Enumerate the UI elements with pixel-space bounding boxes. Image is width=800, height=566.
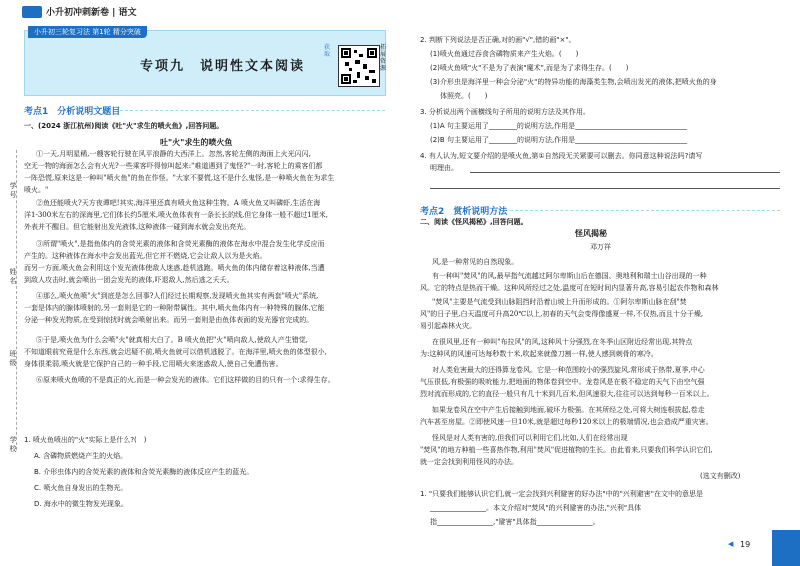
article-1-line: 一套是体内的腺体喷射的,另一套则是它的一种附带属性。其中,喷火鱼体内有一种特殊的腺体,它能 xyxy=(24,304,325,312)
question-3: 3. 分析说出两个画横线句子所用的说明方法及其作用。 xyxy=(420,108,590,116)
article-2-line: 易引起森林火灾。 xyxy=(420,322,476,330)
series-title: 小升初冲刺新卷 | 语文 xyxy=(46,8,137,18)
question-5-continued[interactable]: 指________________,"避害"具体指________________。 xyxy=(430,518,600,526)
qr-right-caption: 拓展资源 xyxy=(380,44,387,72)
question-1-option-b[interactable]: B. 介形虫体内的含荧光素的液体和含荧光素酶的液体反应产生的蓝光。 xyxy=(34,468,254,476)
page-corner-accent xyxy=(772,530,800,566)
article-1-line: 空无一物的海面怎么会有火光?一些乘客吓得惊叫起来:"难道遇到了鬼怪?"一时,客轮上的乘客们都 xyxy=(24,162,323,170)
article-2-line: "焚风"主要是气流受到山脉阻挡时沿着山坡上升而形成的。①阿尔卑斯山脉在刮"焚 xyxy=(432,298,687,306)
question-5-continued[interactable]: ________________。本文介绍对"焚风"的兴利避害的办法,"兴利"具体 xyxy=(430,504,642,512)
question-3-item-b[interactable]: (2)B 句主要运用了________的说明方法,作用是________________________________ xyxy=(430,136,688,144)
margin-label-student-id: 学号 xyxy=(9,182,17,199)
qr-left-caption: 获取 xyxy=(324,44,331,58)
question-1-option-d[interactable]: D. 海水中的微生物发光现象。 xyxy=(34,500,128,508)
article-2-line: 风,是一种常见的自然现象。 xyxy=(432,258,519,266)
question-2: 2. 判断下列说法是否正确,对的画"√",错的画"×"。 xyxy=(420,36,576,44)
article-2-line: 为:这种风的风速可达每秒数十米,吹起来就像刀割一样,使人感到刺骨的寒冷。 xyxy=(420,350,658,358)
article-1-line: 洋1-300米左右的深海里,它们体长约5厘米,喷火鱼体表有一条长长的线,但它身体一般不超过1厘米, xyxy=(24,211,328,219)
prev-page-arrow-icon: ◀ xyxy=(728,540,734,548)
question-2-item[interactable]: (1)喷火鱼通过吞食含磷物质来产生火焰。( ) xyxy=(430,50,579,58)
series-badge xyxy=(22,6,42,18)
article-1-line: ⑥原来喷火鱼喷的不是真正的火,而是一种会发光的液体。它们这样做的目的只有一个:求得生存。 xyxy=(36,376,335,384)
qr-code-icon xyxy=(338,45,380,87)
article-2-line: 烈对流而形成的,它的直径一般只有几十米到几百米,但风速很大,往往可以达到每秒一百米以上。 xyxy=(420,390,714,398)
page-number: 19 xyxy=(740,540,751,549)
margin-label-school: 学校 xyxy=(9,436,17,453)
question-1-option-a[interactable]: A. 含磷物质燃烧产生的火焰。 xyxy=(34,452,128,460)
unit-title: 专项九 说明性文本阅读 xyxy=(140,59,306,74)
question-5: 1. "只要我们能够认识它们,就一定会找到兴利避害的好办法"中的"兴利避害"在文中的意思是 xyxy=(420,490,704,498)
article-2-line: 对人类危害最大的还得算龙卷风。它是一种范围较小的强烈旋风,常形成于热带,夏季,中心 xyxy=(432,366,705,374)
question-4-continued: 明理由。 xyxy=(430,164,458,172)
question-2-item[interactable]: (2)喷火鱼喷"火"不是为了表演"魔术",而是为了求得生存。( ) xyxy=(430,64,629,72)
source-note: (选文有删改) xyxy=(700,472,741,480)
article-1-line: 分泌一种发光物质,在受到惊扰时就会喷射出来。而另一套则是由鱼体表面的发光器官完成的。 xyxy=(24,316,314,324)
article-1-line: ②鱼还能喷火?天方夜谭吧!其实,海洋里还真有喷火鱼这种生物。A 喷火鱼又叫磷虾,生活在海 xyxy=(36,199,321,207)
section-2-heading: 二、阅读《怪风揭秘》,回答问题。 xyxy=(420,218,528,226)
article-1-line: ④那么,喷火鱼喷"火"到底是怎么回事?人们经过长期观察,发现喷火鱼其实有两套"喷火"系统, xyxy=(36,292,319,300)
article-1-line: 到敌人攻击时,就会喷出一团会发光的液体,吓退敌人,然后逃之夭夭。 xyxy=(24,276,234,284)
article-1-line: 不知道眼前究竟是什么东西,就会迟疑不前,喷火鱼就可以借机逃脱了。在海洋里,喷火鱼的体型很小, xyxy=(24,348,327,356)
margin-label-name: 姓名 xyxy=(9,268,17,285)
article-1-title: 吐"火"求生的喷火鱼 xyxy=(160,137,233,147)
article-2-line: 就一定会找到利用怪风的办法。 xyxy=(420,458,518,466)
article-1-line: 外表并不醒目。但它能射出发光液体,这种液体一碰到海水就会发出亮光。 xyxy=(24,223,251,231)
article-1-line: ⑤于是,喷火鱼为什么会喷"火"就真相大白了。B 喷火鱼把"火"喷向敌人,使敌人产生错觉, xyxy=(36,336,308,344)
article-1-line: 喷火。" xyxy=(24,186,49,194)
article-2-line: 如果龙卷风在空中产生后接触到地面,破坏力极强。在其所经之处,可将大树连根拔起,卷走 xyxy=(432,406,705,414)
banner-tag: 小升初三轮复习法 第1轮 精分突破 xyxy=(28,26,147,38)
question-1: 1. 喷火鱼喷出的"火"实际上是什么?( ) xyxy=(24,436,147,444)
question-2-item[interactable]: 体照亮。( ) xyxy=(440,92,488,100)
article-1-line: ①一天,月明星稀,一艘客轮行驶在风平浪静的大西洋上。忽然,客轮左侧的海面上火光闪闪, xyxy=(36,150,311,158)
article-2-line: 气压很低,有极强的吸吮能力,把地面的物体卷到空中。龙卷风是在极不稳定的天气下由空气强 xyxy=(420,378,705,386)
article-2-line: 怪风是对人类有害的,但我们可以利用它们,比如,人们在经常出现 xyxy=(432,434,628,442)
answer-line[interactable] xyxy=(470,172,780,173)
margin-label-class: 班级 xyxy=(9,350,17,367)
key-point-1-label: 考点1 分析说明文题目 xyxy=(24,107,121,117)
question-2-item[interactable]: (3)介形虫是海洋里一种会分泌"火"的特异功能的海藻类生物,会喷出发光的液体,把喷火鱼的身 xyxy=(430,78,717,86)
question-1-option-c[interactable]: C. 喷火鱼自身发出的生物光。 xyxy=(34,484,128,492)
article-2-line: 风。它的特点是热而干燥。这种风所经过之处,温度可在短时间内显著升高,容易引起农作物和森林 xyxy=(420,284,719,292)
article-2-line: 汽车甚至房屋。②即使风速一旦10米,就是超过每秒120米以上的极端情况,也会造成严重灾害。 xyxy=(420,418,713,426)
article-1-line: 而另一方面,喷火鱼会利用这个发光液体使敌人迷惑,趁机逃跑。喷火鱼的体内储存着这种液体,当遭 xyxy=(24,264,325,272)
key-point-2-rule xyxy=(510,210,780,211)
article-2-line: 有一种叫"焚风"的风,最早指气流越过阿尔卑斯山后在德国、奥地利和瑞士山谷出现的一种 xyxy=(432,272,707,280)
key-point-2-label: 考点2 赏析说明方法 xyxy=(420,207,508,217)
article-2-line: 在很风里,还有一种叫"布拉风"的风,这种风十分强烈,在冬季山区附近经常出现,其特点 xyxy=(432,338,693,346)
article-2-line: "焚风"的地方种植一些喜热作物,利用"焚风"促进植物的生长。由此看来,只要我们科学认识它们, xyxy=(420,446,713,454)
section-1-heading: 一、(2024 浙江杭州)阅读《吐"火"求生的喷火鱼》,回答问题。 xyxy=(24,122,224,130)
article-2-author: 邓万祥 xyxy=(590,243,611,251)
question-3-item-a[interactable]: (1)A 句主要运用了________的说明方法,作用是________________________________ xyxy=(430,122,688,130)
key-point-1-rule xyxy=(120,110,385,111)
article-2-title: 怪风揭秘 xyxy=(575,228,607,238)
answer-line[interactable] xyxy=(430,188,780,189)
article-2-line: 风"的日子里,白天温度可升高20℃以上,初春的天气会变得像盛夏一样,不仅热,而且十分干燥, xyxy=(420,310,704,318)
article-1-line: 身体很柔弱,喷火就是它保护自己的一种手段,它用喷火来迷惑敌人,使自己免遭伤害。 xyxy=(24,360,283,368)
article-1-line: 一阵恐慌,原来这是一种叫"喷火鱼"的鱼在作怪。"大家不要慌,这不是什么鬼怪,是一种喷火鱼在为求生 xyxy=(24,174,335,182)
question-4: 4. 有人认为,短文要介绍的是喷火鱼,第①自然段无关紧要可以删去。你同意这种说法吗?请写 xyxy=(420,152,703,160)
article-1-line: 产生的。这种液体在海水中会发出蓝光,但它并不燃烧,它会让敌人以为是火焰。 xyxy=(24,252,267,260)
article-1-line: ③所谓"喷火",是指鱼体内的含荧光素的液体和含荧光素酶的液体在海水中混合发生化学反应而 xyxy=(36,240,325,248)
